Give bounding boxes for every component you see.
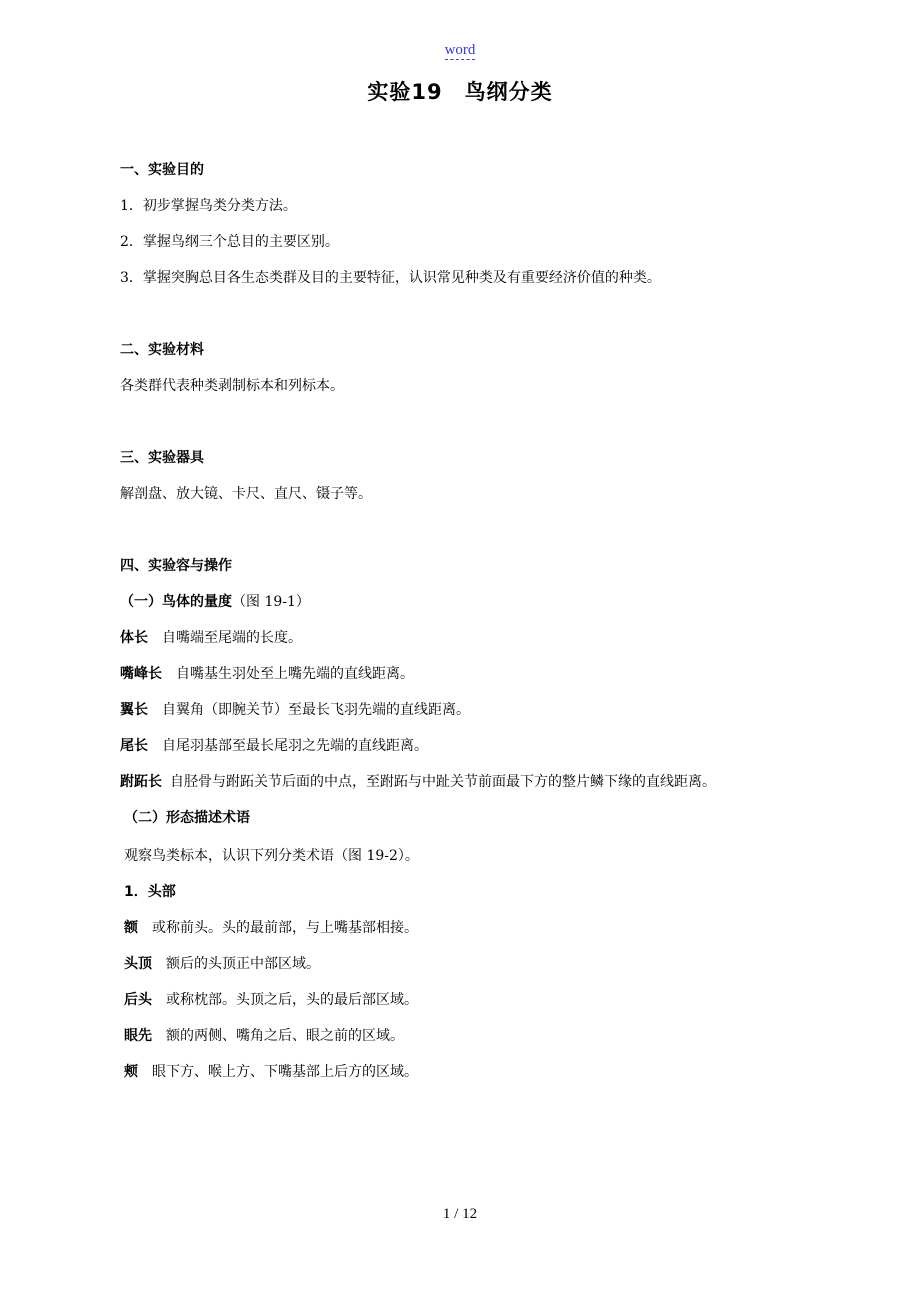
- section-heading-materials: 二、实验材料: [120, 342, 204, 358]
- head-term-desc: 额的两侧、嘴角之后、眼之前的区域。: [166, 1028, 404, 1044]
- head-term-row: [124, 954, 320, 974]
- head-term-row: [124, 990, 418, 1010]
- measure-desc: 自嘴端至尾端的长度。: [162, 630, 302, 646]
- head-term-row: [124, 1026, 404, 1046]
- measure-term: 体长: [120, 630, 148, 646]
- section-heading-purpose: 一、实验目的: [120, 162, 204, 178]
- measure-term: 翼长: [120, 702, 148, 718]
- measure-row: [120, 736, 428, 756]
- subsection-measurement-label: （一）鸟体的量度: [120, 594, 232, 610]
- measure-desc: 自胫骨与跗跖关节后面的中点，至跗跖与中趾关节前面最下方的整片鳞下缘的直线距离。: [170, 774, 716, 790]
- materials-text: 各类群代表种类剥制标本和列标本。: [120, 378, 344, 394]
- measure-term: 跗跖长: [120, 774, 162, 790]
- head-term-desc: 眼下方、喉上方、下嘴基部上后方的区域。: [152, 1064, 418, 1080]
- head-term-desc: 或称前头。头的最前部，与上嘴基部相接。: [152, 920, 418, 936]
- head-term-desc: 或称枕部。头顶之后，头的最后部区域。: [166, 992, 418, 1008]
- head-heading: 1．头部: [124, 884, 176, 900]
- head-term: 眼先: [124, 1028, 152, 1044]
- head-term-row: [124, 918, 418, 938]
- measure-row: [120, 700, 470, 720]
- measure-desc: 自嘴基生羽处至上嘴先端的直线距离。: [176, 666, 414, 682]
- header-word: word: [444, 42, 476, 58]
- head-term-desc: 额后的头顶正中部区域。: [166, 956, 320, 972]
- terms-intro: 观察鸟类标本，认识下列分类术语（图 19-2）。: [124, 848, 419, 864]
- measure-desc: 自尾羽基部至最长尾羽之先端的直线距离。: [162, 738, 428, 754]
- measure-row: [120, 664, 414, 684]
- page-header: [0, 42, 920, 59]
- measure-term: 尾长: [120, 738, 148, 754]
- measure-row: [120, 772, 716, 792]
- purpose-item-3: 3．掌握突胸总目各生态类群及目的主要特征，认识常见种类及有重要经济价值的种类。: [120, 270, 661, 286]
- subsection-measurement-ref: （图 19-1）: [232, 594, 310, 610]
- head-term-row: [124, 1062, 418, 1082]
- measure-row: [120, 628, 302, 648]
- subsection-terms: （二）形态描述术语: [124, 810, 250, 826]
- tools-text: 解剖盘、放大镜、卡尺、直尺、镊子等。: [120, 486, 372, 502]
- purpose-item-1: 1．初步掌握鸟类分类方法。: [120, 198, 297, 214]
- head-term: 头顶: [124, 956, 152, 972]
- measure-desc: 自翼角（即腕关节）至最长飞羽先端的直线距离。: [162, 702, 470, 718]
- section-heading-tools: 三、实验器具: [120, 450, 204, 466]
- subsection-measurement: [120, 592, 310, 612]
- head-term: 后头: [124, 992, 152, 1008]
- head-term: 额: [124, 920, 138, 936]
- page-number: 1 / 12: [442, 1206, 478, 1222]
- head-term: 颊: [124, 1064, 138, 1080]
- document-title: 实验19 鸟纲分类: [367, 80, 553, 104]
- section-heading-procedure: 四、实验容与操作: [120, 558, 232, 574]
- purpose-item-2: 2．掌握鸟纲三个总目的主要区别。: [120, 234, 339, 250]
- measure-term: 嘴峰长: [120, 666, 162, 682]
